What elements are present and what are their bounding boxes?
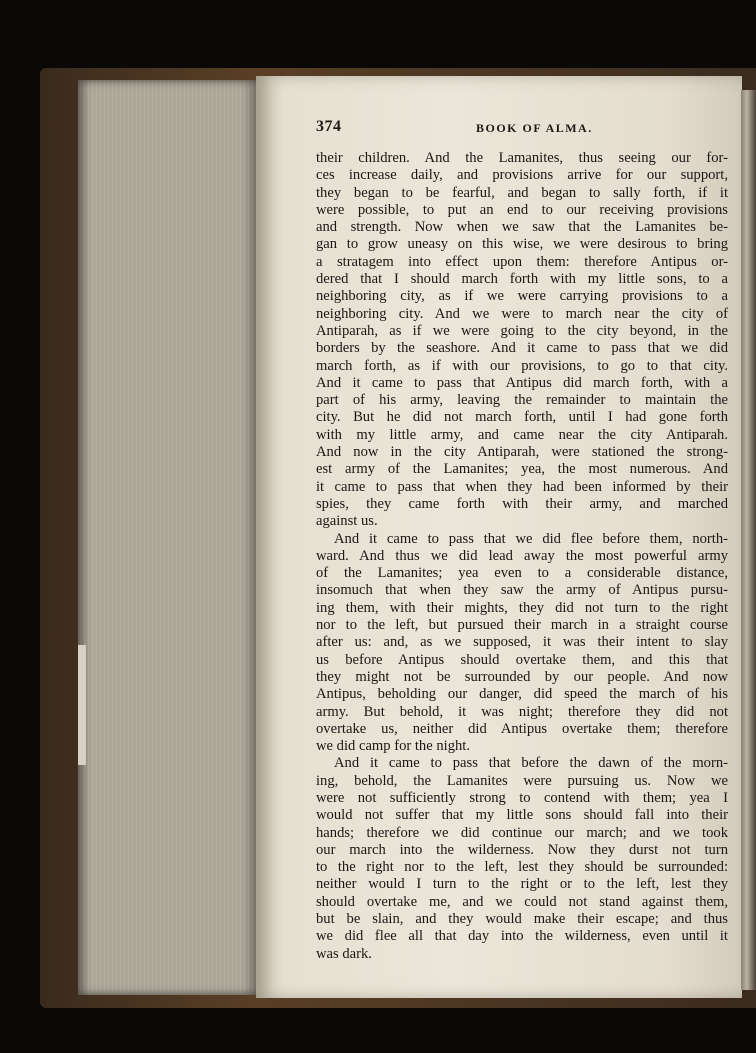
- text-line: were not sufficiently strong to contend with them; yea I: [316, 789, 728, 806]
- text-line: And it came to pass that before the dawn of the morn-: [334, 755, 728, 772]
- text-line: march forth, as if with our provisions, to go to that city.: [316, 357, 728, 374]
- text-line: Antiparah, as if we were going to the city beyond, in the: [316, 322, 728, 339]
- text-line: neighboring city, as if we were carrying provisions to a: [316, 288, 728, 305]
- text-line: ing, behold, the Lamanites were pursuing us. Now we: [316, 772, 728, 789]
- page-block-edges: [78, 80, 256, 995]
- text-line: neighboring city. And we were to march near the city of: [316, 305, 728, 322]
- text-line: they began to be fearful, and began to sally forth, if it: [316, 184, 728, 201]
- text-line: gan to grow uneasy on this wise, we were desirous to bring: [316, 236, 728, 253]
- text-line: of the Lamanites; yea even to a considerable distance,: [316, 565, 728, 582]
- text-line: And now in the city Antiparah, were stationed the strong-: [316, 444, 728, 461]
- text-line: Antipus, beholding our danger, did speed the march of his: [316, 686, 728, 703]
- text-line: ward. And thus we did lead away the most powerful army: [316, 547, 728, 564]
- text-line: with my little army, and came near the city Antiparah.: [316, 426, 728, 443]
- running-head: BOOK OF ALMA.: [476, 121, 593, 135]
- text-line: neither would I turn to the right or to the left, lest they: [316, 876, 728, 893]
- text-line: was dark.: [316, 945, 372, 962]
- text-line: city. But he did not march forth, until I had gone forth: [316, 409, 728, 426]
- text-line: their children. And the Lamanites, thus seeing our for-: [316, 150, 728, 166]
- text-line: ces increase daily, and provisions arrive for our support,: [316, 167, 728, 184]
- text-line: and strength. Now when we saw that the Lamanites be-: [316, 219, 728, 236]
- text-line: insomuch that when they saw the army of Antipus pursu-: [316, 582, 728, 599]
- text-line: it came to pass that when they had been informed by their: [316, 478, 728, 495]
- text-line: after us: and, as we supposed, it was their intent to slay: [316, 634, 728, 651]
- text-line: est army of the Lamanites; yea, the most numerous. And: [316, 461, 728, 478]
- text-line: part of his army, leaving the remainder to maintain the: [316, 392, 728, 409]
- page-marker: [78, 645, 86, 765]
- text-line: borders by the seashore. And it came to pass that we did: [316, 340, 728, 357]
- text-line: us before Antipus should overtake them, and this that: [316, 651, 728, 668]
- text-line: we did flee all that day into the wilderness, even until it: [316, 928, 728, 945]
- text-line: a stratagem into effect upon them: therefore Antipus or-: [316, 253, 728, 270]
- body-text: [316, 150, 728, 963]
- text-line: should overtake me, and we could not stand against them,: [316, 893, 728, 910]
- text-line: hands; therefore we did continue our march; and we took: [316, 824, 728, 841]
- text-line: were possible, to put an end to our receiving provisions: [316, 201, 728, 218]
- text-line: And it came to pass that Antipus did march forth, with a: [316, 374, 728, 391]
- text-line: spies, they came forth with their army, and marched: [316, 495, 728, 512]
- text-line: against us.: [316, 513, 378, 530]
- next-page-edge: [741, 90, 756, 990]
- text-line: And it came to pass that we did flee before them, north-: [334, 530, 728, 547]
- text-line: they might not be surrounded by our people. And now: [316, 668, 728, 685]
- text-line: overtake us, neither did Antipus overtake them; therefore: [316, 720, 728, 737]
- text-line: to the right nor to the left, lest they should be surrounded:: [316, 859, 728, 876]
- text-line: ing them, with their mights, they did not turn to the right: [316, 599, 728, 616]
- text-line: would not suffer that my little sons should fall into their: [316, 807, 728, 824]
- page-number: 374: [316, 118, 342, 135]
- text-line: nor to the left, but pursued their march in a straight course: [316, 617, 728, 634]
- text-line: but be slain, and they would make their escape; and thus: [316, 911, 728, 928]
- text-line: army. But behold, it was night; therefore they did not: [316, 703, 728, 720]
- page-header: [316, 118, 736, 138]
- text-line: our march into the wilderness. Now they durst not turn: [316, 841, 728, 858]
- text-line: we did camp for the night.: [316, 738, 471, 755]
- text-line: dered that I should march forth with my little sons, to a: [316, 271, 728, 288]
